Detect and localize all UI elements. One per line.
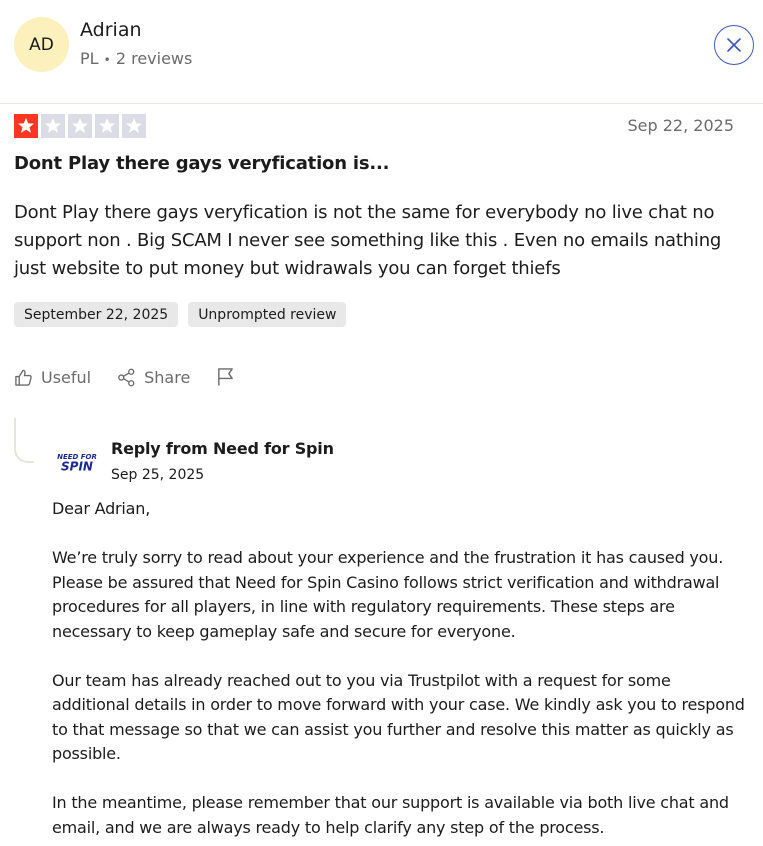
date-of-experience-tag: September 22, 2025 — [14, 302, 178, 327]
thumbs-up-icon — [14, 368, 33, 387]
reply-paragraph: We’re truly sorry to read about your experience and the frustration it has caused you. Please be assured that Need for Spin Casino follows strict verification and withdrawal procedures for all players, in line with regulatory requirements. These steps are necessary to keep gameplay safe and secure for everyone. — [52, 548, 724, 641]
reply-body — [52, 497, 752, 846]
useful-button[interactable] — [14, 365, 91, 389]
close-icon — [726, 37, 742, 53]
share-button[interactable] — [117, 365, 190, 389]
reviewer-header — [0, 0, 763, 104]
reviewer-review-count: 2 reviews — [115, 49, 193, 68]
logo-text-bottom: SPIN — [61, 459, 93, 473]
flag-icon — [216, 367, 235, 387]
star-icon — [69, 115, 91, 137]
share-icon — [117, 368, 136, 387]
report-button[interactable] — [216, 365, 235, 389]
unprompted-review-tag[interactable]: Unprompted review — [188, 302, 346, 327]
star-4-empty — [95, 114, 119, 138]
review-title[interactable]: Dont Play there gays veryfication is... — [14, 153, 390, 174]
review-body: Dont Play there gays veryfication is not the same for everybody no live chat no support non . Big SCAM I never see something like this . Even no emails nathing just website to put money but widrawals you can forget thiefs — [14, 202, 722, 279]
review-tags — [14, 302, 346, 327]
logo-text-top: NEED FOR — [57, 453, 97, 461]
reply-from: Reply from Need for Spin — [111, 439, 334, 458]
reviewer-meta — [80, 49, 192, 68]
reviewer-name[interactable]: Adrian — [80, 19, 142, 41]
useful-label: Useful — [41, 367, 92, 387]
need-for-spin-logo — [56, 451, 98, 473]
star-icon — [96, 115, 118, 137]
avatar[interactable]: AD — [14, 17, 69, 72]
reply-paragraph: Dear Adrian, — [52, 499, 151, 518]
review-date: Sep 22, 2025 — [627, 116, 734, 135]
reply-date: Sep 25, 2025 — [111, 467, 205, 483]
reviewer-country: PL — [80, 49, 99, 68]
reply-paragraph: In the meantime, please remember that our support is available via both live chat and email, and we are always ready to help clarify any step of the process. — [52, 793, 729, 837]
star-3-empty — [68, 114, 92, 138]
star-1-filled — [14, 114, 38, 138]
star-icon — [42, 115, 64, 137]
star-rating — [14, 114, 146, 138]
star-icon — [15, 115, 37, 137]
star-5-empty — [122, 114, 146, 138]
reply-connector — [14, 418, 34, 463]
star-2-empty — [41, 114, 65, 138]
close-button[interactable] — [714, 25, 754, 65]
meta-separator: • — [103, 53, 111, 67]
star-icon — [123, 115, 145, 137]
reply-paragraph: Our team has already reached out to you via Trustpilot with a request for some additional details in order to move forward with your case. We kindly ask you to respond to that message so that we can assist you further and resolve this matter as quickly as possible. — [52, 670, 745, 763]
share-label: Share — [144, 367, 191, 387]
review-actions — [14, 365, 261, 389]
